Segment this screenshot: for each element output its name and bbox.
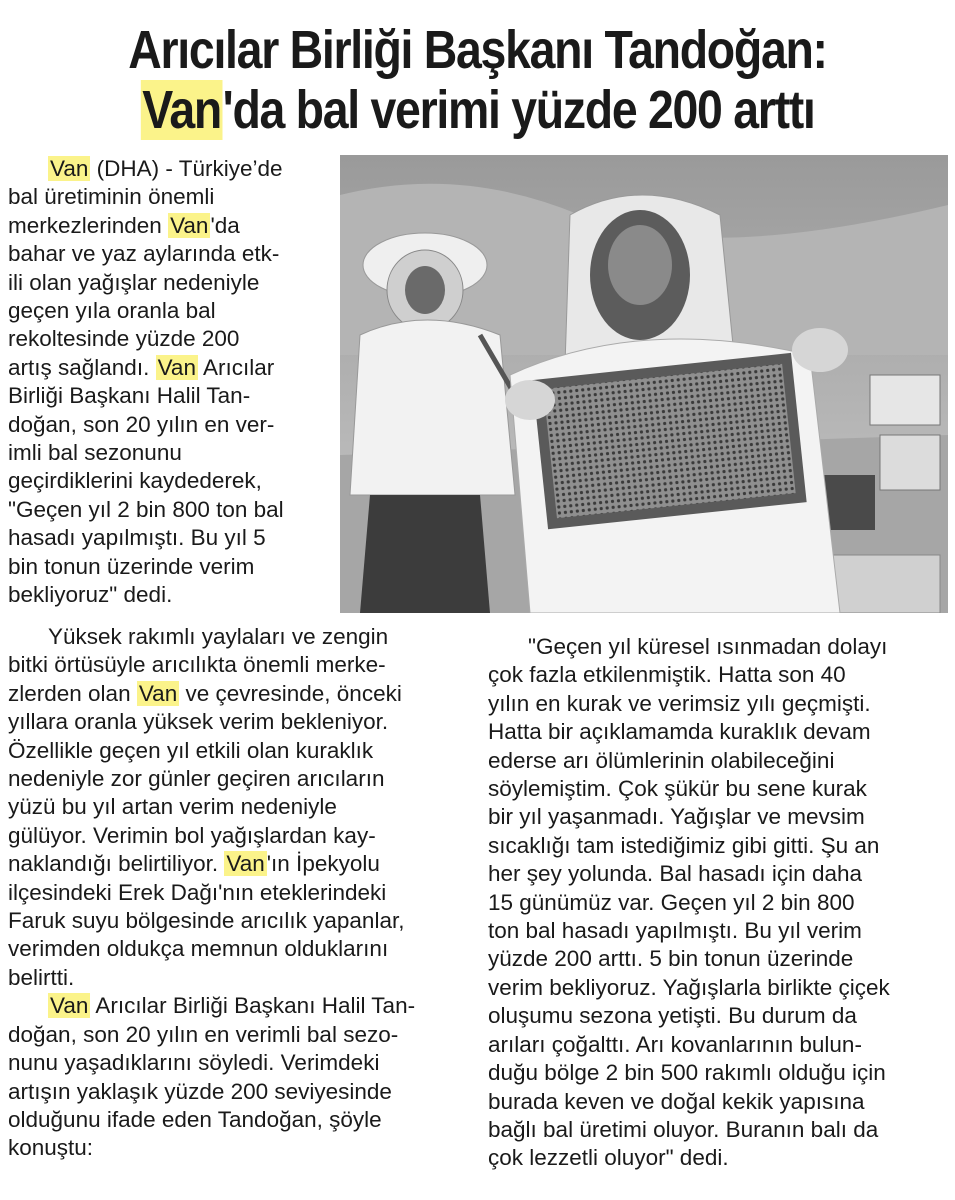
text-line: yüzü bu yıl artan verim nedeniyle [8, 794, 337, 820]
text-line: ili olan yağışlar nedeniyle [8, 269, 260, 295]
text-line: her şey yolunda. Bal hasadı için daha [488, 861, 862, 887]
van-highlight: Van [50, 993, 89, 1019]
text-line: "Geçen yıl 2 bin 800 ton bal [8, 496, 284, 522]
text-line: imli bal sezonunu [8, 440, 182, 466]
text-line: Birliği Başkanı Halil Tan- [8, 383, 251, 409]
text-line: ilçesindeki Erek Dağı'nın eteklerindeki [8, 879, 387, 905]
article-column-right [488, 633, 948, 1173]
text-line: arıları çoğalttı. Arı kovanlarının bulun- [488, 1031, 862, 1057]
beekeepers-photo [340, 155, 948, 613]
text-line: nunu yaşadıklarını söyledi. Verimdeki [8, 1050, 380, 1076]
text-line: 15 günümüz var. Geçen yıl 2 bin 800 [488, 889, 855, 915]
text-line [8, 680, 483, 708]
van-highlight: Van [226, 851, 265, 877]
headline-highlight-van: Van [142, 80, 221, 140]
text-span: merkezlerinden [8, 212, 169, 238]
text-line: verimden oldukça memnun olduklarını [8, 936, 389, 962]
text-line: Hatta bir açıklamamda kuraklık devam [488, 719, 871, 745]
text-line: rekoltesinde yüzde 200 [8, 326, 240, 352]
text-span: naklandığı belirtiliyor. [8, 851, 225, 877]
text-line: Özellikle geçen yıl etkili olan kuraklık [8, 737, 374, 763]
text-span: artış sağlandı. [8, 354, 156, 380]
text-line: konuştu: [8, 1135, 94, 1161]
van-highlight: Van [170, 212, 209, 238]
text-line [8, 850, 483, 878]
text-line: ederse arı ölümlerinin olabileceğini [488, 747, 835, 773]
text-line: ton bal hasadı yapılmıştı. Bu yıl verim [488, 918, 862, 944]
text-line: bekliyoruz" dedi. [8, 582, 173, 608]
text-line: söylemiştim. Çok şükür bu sene kurak [488, 776, 867, 802]
text-line: doğan, son 20 yılın en ver- [8, 411, 275, 437]
van-highlight: Van [138, 680, 178, 706]
text-line: Yüksek rakımlı yaylaları ve zengin [48, 624, 389, 649]
article-column-left-top [8, 155, 338, 610]
text-span: 'ın İpekyolu [266, 851, 380, 877]
text-line [8, 155, 338, 183]
text-line: bahar ve yaz aylarında etk- [8, 241, 280, 267]
text-line [8, 354, 338, 382]
article-column-left-bottom [8, 623, 483, 1163]
text-line: bal üretiminin önemli [8, 184, 215, 210]
text-line: hasadı yapılmıştı. Bu yıl 5 [8, 525, 266, 551]
text-span: 'da [210, 212, 240, 238]
text-line: bağlı bal üretimi oluyor. Buranın balı da [488, 1116, 879, 1142]
text-line: geçen yıla oranla bal [8, 298, 216, 324]
text-line: sıcaklığı tam istediğimiz gibi gitti. Şu an [488, 832, 880, 858]
text-line: yüzde 200 arttı. 5 bin tonun üzerinde [488, 946, 854, 972]
text-line: yılın en kurak ve verimsiz yılı geçmişti. [488, 690, 871, 716]
text-line: artışın yaklaşık yüzde 200 seviyesinde [8, 1078, 392, 1104]
text-line: nedeniyle zor günler geçiren arıcıların [8, 766, 385, 792]
headline-line-1: Arıcılar Birliği Başkanı Tandoğan: [128, 20, 827, 80]
headline-line-2 [67, 80, 888, 140]
text-line [8, 992, 483, 1020]
text-line: belirtti. [8, 964, 75, 990]
dateline-highlight: Van [50, 156, 89, 181]
text-line: duğu bölge 2 bin 500 rakımlı olduğu için [488, 1060, 886, 1086]
text-span: Arıcılar Birliği Başkanı Halil Tan- [90, 993, 416, 1019]
text-line: olduğunu ifade eden Tandoğan, şöyle [8, 1106, 382, 1132]
text-line: oluşumu sezona yetişti. Bu durum da [488, 1003, 857, 1029]
text-line: doğan, son 20 yılın en verimli bal sezo- [8, 1021, 399, 1047]
text-span: zlerden olan [8, 680, 137, 706]
text-span: ve çevresinde, önceki [179, 680, 402, 706]
text-line: "Geçen yıl küresel ısınmadan dolayı [528, 634, 888, 659]
text-line: bir yıl yaşanmadı. Yağışlar ve mevsim [488, 804, 865, 830]
headline-line-2-rest: 'da bal verimi yüzde 200 arttı [222, 80, 815, 140]
text-line: bin tonun üzerinde verim [8, 553, 255, 579]
text-line: gülüyor. Verimin bol yağışlardan kay- [8, 822, 376, 848]
text-line [8, 212, 338, 240]
text-line: çok fazla etkilenmiştik. Hatta son 40 [488, 662, 846, 688]
text-line: bitki örtüsüyle arıcılıkta önemli merke- [8, 652, 386, 678]
text-line: yıllara oranla yüksek verim bekleniyor. [8, 709, 389, 735]
text-span: (DHA) - Türkiye’de [90, 156, 283, 181]
text-line: Faruk suyu bölgesinde arıcılık yapanlar, [8, 908, 405, 934]
text-span: Arıcılar [197, 354, 275, 380]
text-line: verim bekliyoruz. Yağışlarla birlikte çiçek [488, 974, 890, 1000]
text-line: burada keven ve doğal kekik yapısına [488, 1088, 865, 1114]
beekeepers-photo-illustration [340, 155, 948, 613]
van-highlight: Van [157, 354, 196, 380]
text-line: çok lezzetli oluyor" dedi. [488, 1145, 729, 1171]
text-line: geçirdiklerini kaydederek, [8, 468, 262, 494]
